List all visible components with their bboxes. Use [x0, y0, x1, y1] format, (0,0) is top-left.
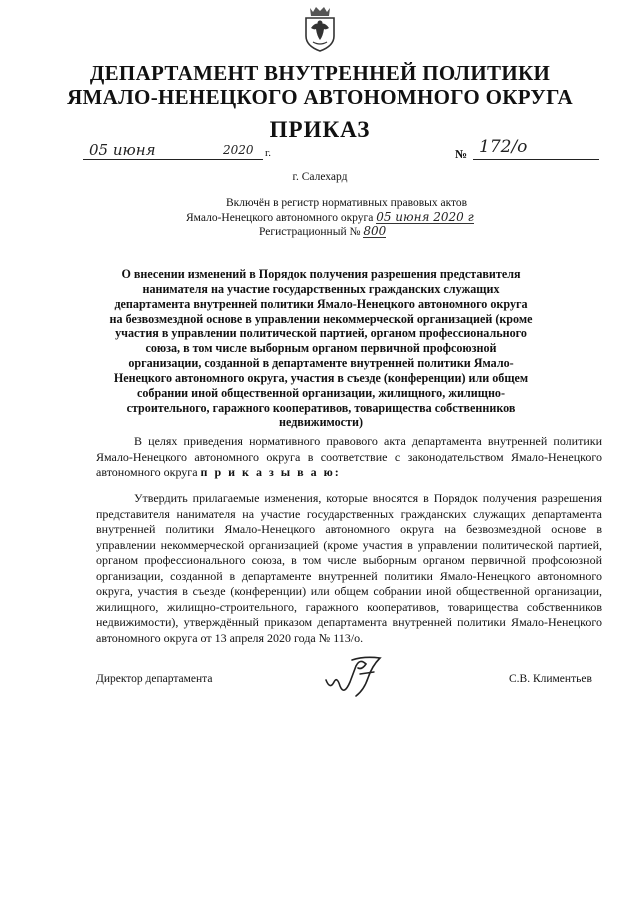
- order-year-suffix: г.: [265, 147, 272, 159]
- registry-line2: [186, 211, 474, 224]
- order-command: п р и к а з ы в а ю:: [200, 465, 341, 479]
- number-underline: [473, 159, 599, 160]
- preamble-paragraph: [96, 434, 602, 481]
- registry-line2-prefix: Ямало-Ненецкого автономного округа: [186, 212, 374, 224]
- department-name-line2: ЯМАЛО-НЕНЕЦКОГО АВТОНОМНОГО ОКРУГА: [67, 85, 573, 109]
- registry-line1: Включён в регистр нормативных правовых актов: [226, 197, 468, 209]
- handwritten-signature: [322, 652, 392, 702]
- date-underline: [83, 159, 263, 160]
- registry-number-handwritten: 800: [363, 224, 387, 238]
- main-paragraph: Утвердить прилагаемые изменения, которые вносятся в Порядок получения разрешения представителя нанимателя на участие государственных гражданских служащих департамента внутренней политики Ямало-Ненецкого автономного округа на безвозмездной основе в управлении некоммерческой организацией (кроме участия в управлении политической партией, органом профессионального союза, в том числе выборным органом первичной профсоюзной организации, созданной в департаменте внутренней политики Ямало-Ненецкого автономного округа, участия в съезде (конференции) или общем собрании иной общественной организации, жилищного, жилищно-строительного, гаражного кооперативов, товарищества собственников недвижимости), утверждённый приказом департамента внутренней политики Ямало-Ненецкого автономного округа от 13 апреля 2020 года № 113/о.: [96, 491, 602, 645]
- order-date-handwritten: 05 июня: [89, 141, 156, 159]
- signatory-position: Директор департамента: [96, 673, 213, 685]
- registry-line3: [259, 225, 386, 238]
- coat-of-arms-icon: [301, 6, 339, 52]
- department-name-line1: ДЕПАРТАМЕНТ ВНУТРЕННЕЙ ПОЛИТИКИ: [89, 61, 551, 85]
- document-title: О внесении изменений в Порядок получения разрешения представителя нанимателя на участие государственных гражданских служащих департамента внутренней политики Ямало-Ненецкого автономного округа на безвозмездной основе в управлении некоммерческой организацией (кроме участия в управлении политической партией, органом профессионального союза, в том числе выборным органом первичной профсоюзной организации, созданной в департаменте внутренней политики Ямало-Ненецкого автономного округа, участия в съезде (конференции) или общем собрании иной общественной организации, жилищного, жилищно-строительного, гаражного кооперативов, товарищества собственников недвижимости): [109, 267, 533, 430]
- order-number-handwritten: 172/о: [479, 137, 528, 157]
- preamble-text: В целях приведения нормативного правового акта департамента внутренней политики Ямало-Ненецкого автономного округа в соответствие с законодательством Ямало-Ненецкого автономного округа: [96, 434, 602, 479]
- registry-date-handwritten: 05 июня 2020 г: [376, 210, 474, 224]
- city: г. Салехард: [292, 171, 348, 183]
- order-number-sign: №: [455, 147, 468, 161]
- document-type-title: ПРИКАЗ: [269, 117, 371, 142]
- registry-line3-prefix: Регистрационный №: [259, 226, 361, 238]
- signatory-name: С.В. Климентьев: [509, 673, 592, 685]
- order-year-handwritten: 2020: [223, 143, 254, 157]
